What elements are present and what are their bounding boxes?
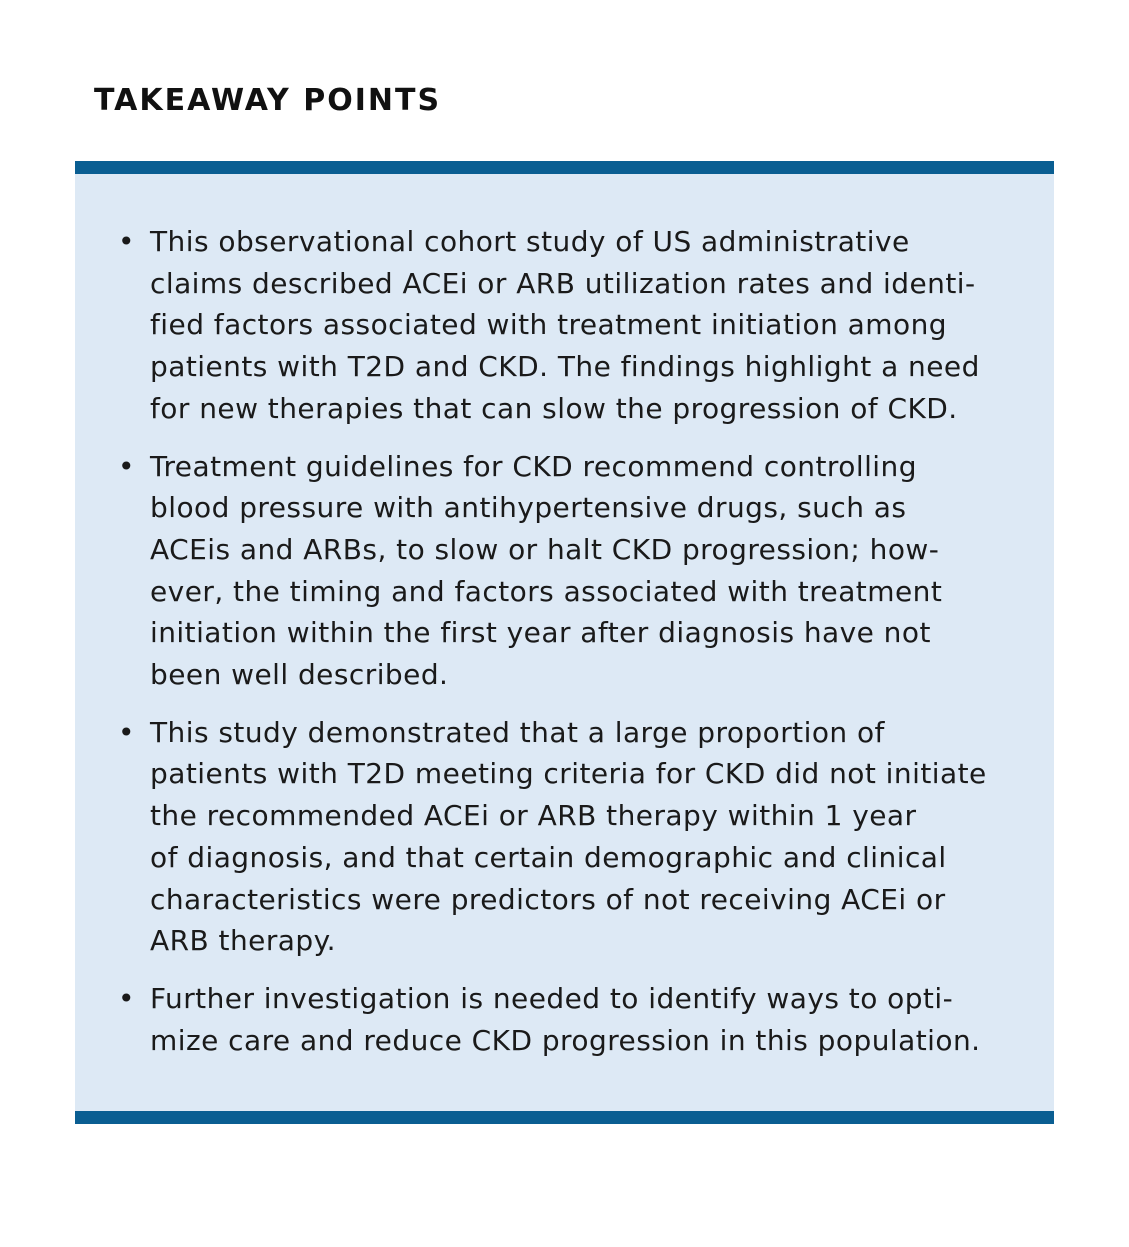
bullet-dot-icon: • [118, 449, 135, 483]
point-text: This study demonstrated that a large proportion of patients with T2D meeting criteria for CKD did not initiate the recommended ACEi or ARB therapy within 1 year of diagnosis, and that certain demographic and clinical characteristics were predictors of not receiving ACEi or ARB therapy. [150, 715, 987, 958]
bullet-dot-icon: • [118, 981, 135, 1015]
list-item [115, 712, 1015, 962]
bullet-dot-icon: • [118, 715, 135, 749]
section-heading: TAKEAWAY POINTS [94, 83, 442, 118]
point-text: This observational cohort study of US administrative claims described ACEi or ARB utilization rates and identi- fied factors associated with treatment initiation among patients with T2D and CKD. The findings highlight a need for new therapies that can slow the progression of CKD. [150, 225, 980, 425]
bullet-dot-icon: • [118, 225, 135, 258]
point-text: Treatment guidelines for CKD recommend controlling blood pressure with antihypertensive drugs, such as ACEis and ARBs, to slow or halt CKD progression; how- ever, the timing and factors associated with treatment initiation within the first year after diagnosis have not been well described. [150, 449, 943, 692]
list-item [115, 221, 1015, 430]
takeaway-list [115, 221, 1015, 1077]
list-item [115, 978, 1015, 1061]
list-item [115, 446, 1015, 696]
takeaway-panel [75, 161, 1054, 1124]
point-text: Further investigation is needed to identify ways to opti- mize care and reduce CKD progression in this population. [150, 981, 981, 1057]
